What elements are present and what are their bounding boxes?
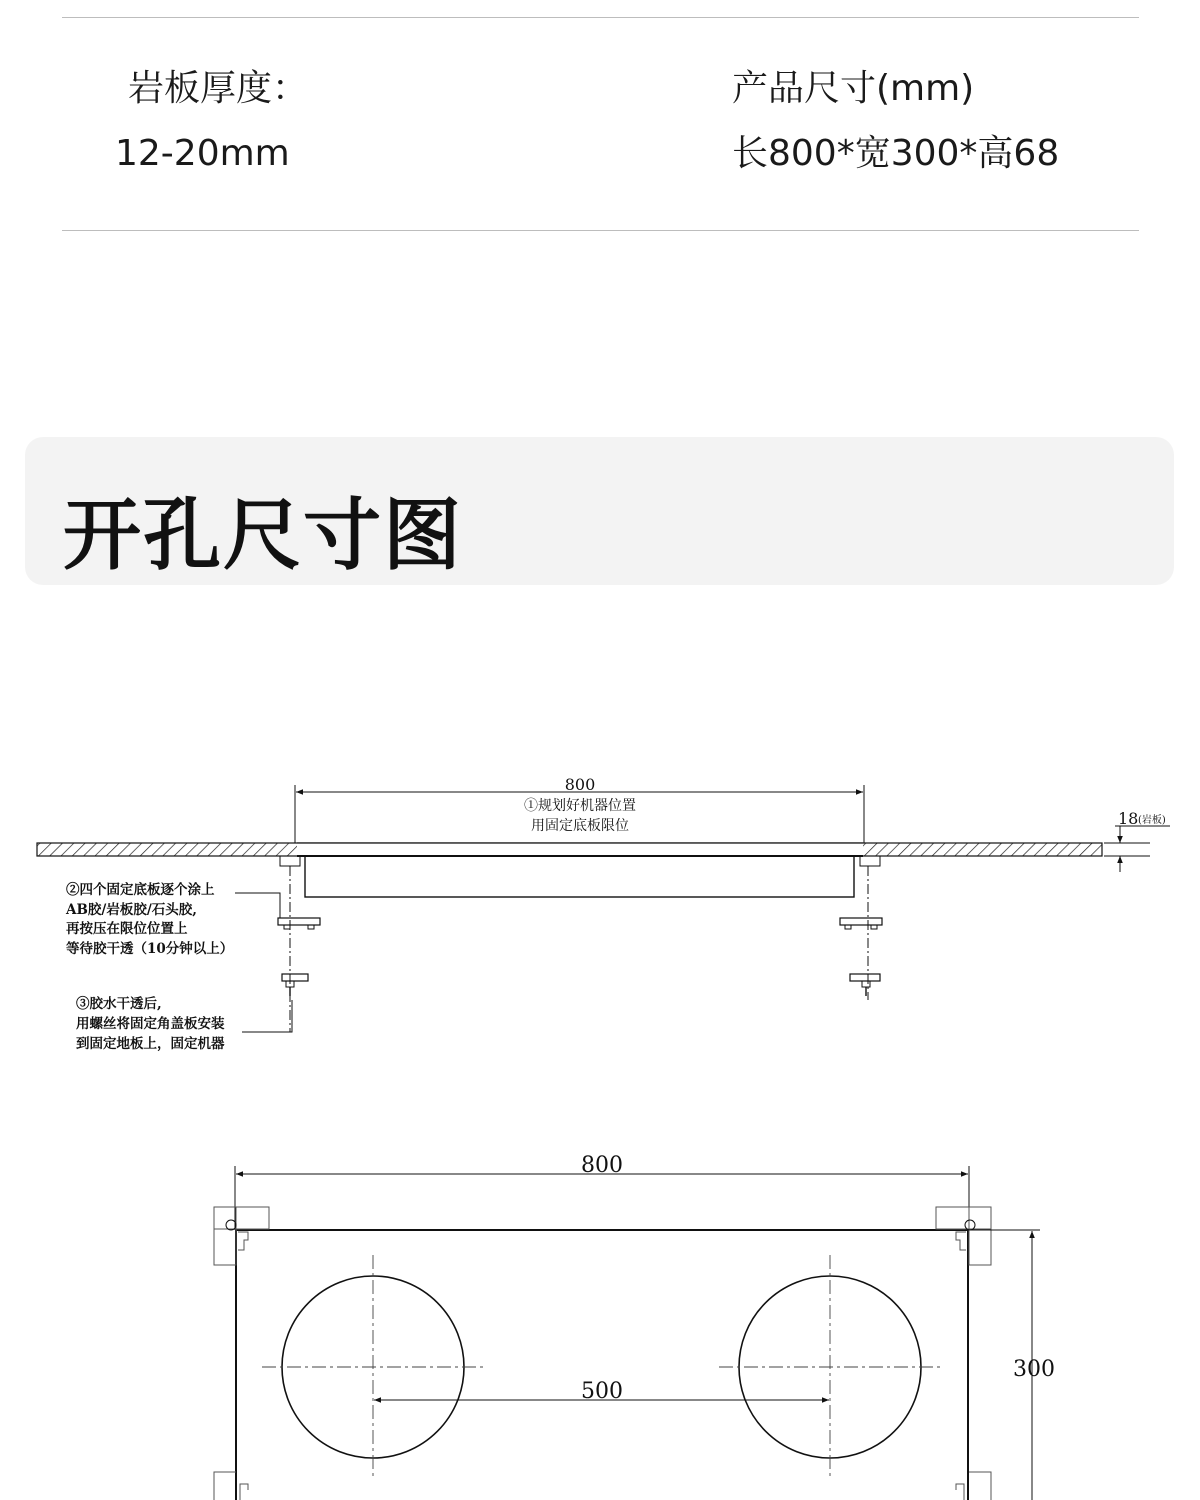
step3-leader: [242, 1000, 292, 1032]
corner-bracket-bottom-right: [956, 1472, 991, 1500]
machine-body: [305, 856, 854, 897]
top-height-dim-label: 300: [1013, 1357, 1055, 1382]
step3-line3: 到固定地板上，固定机器: [76, 1036, 225, 1052]
side-width-dim-label: 800: [564, 775, 596, 794]
thickness-value: 12-20mm: [115, 133, 290, 174]
right-fixing-bracket: [840, 856, 882, 1000]
step2-line2: AB胶/岩板胶/石头胶,: [66, 902, 197, 918]
left-fixing-bracket: [278, 856, 320, 1032]
step1-line1: ①规划好机器位置: [524, 798, 636, 814]
step2-leader: [235, 893, 280, 918]
product-size-value: 长800*宽300*高68: [732, 133, 1060, 174]
product-size-label: 产品尺寸(mm): [732, 68, 975, 109]
thickness-label: 岩板厚度：: [128, 68, 309, 109]
slab-thickness-unit: (岩板): [1138, 815, 1166, 826]
corner-bracket-top-right: [936, 1207, 991, 1265]
hole-spacing-dim-label: 500: [581, 1379, 623, 1404]
corner-bracket-bottom-left: [214, 1472, 248, 1500]
section-title: 开孔尺寸图: [63, 491, 464, 581]
step2-line1: ②四个固定底板逐个涂上: [66, 882, 215, 898]
step3-line1: ③胶水干透后,: [76, 996, 162, 1012]
corner-bracket-top-left: [214, 1207, 269, 1265]
step2-line3: 再按压在限位位置上: [66, 921, 188, 937]
step1-line2: 用固定底板限位: [531, 818, 629, 834]
step3-line2: 用螺丝将固定角盖板安装: [76, 1016, 225, 1032]
slab-thickness-dim: 18: [1118, 809, 1139, 828]
slab-cutout: [297, 843, 863, 856]
top-width-dim-label: 800: [581, 1153, 623, 1178]
step2-line4: 等待胶干透（10分钟以上）: [66, 941, 234, 957]
top-view: [214, 1166, 1040, 1500]
